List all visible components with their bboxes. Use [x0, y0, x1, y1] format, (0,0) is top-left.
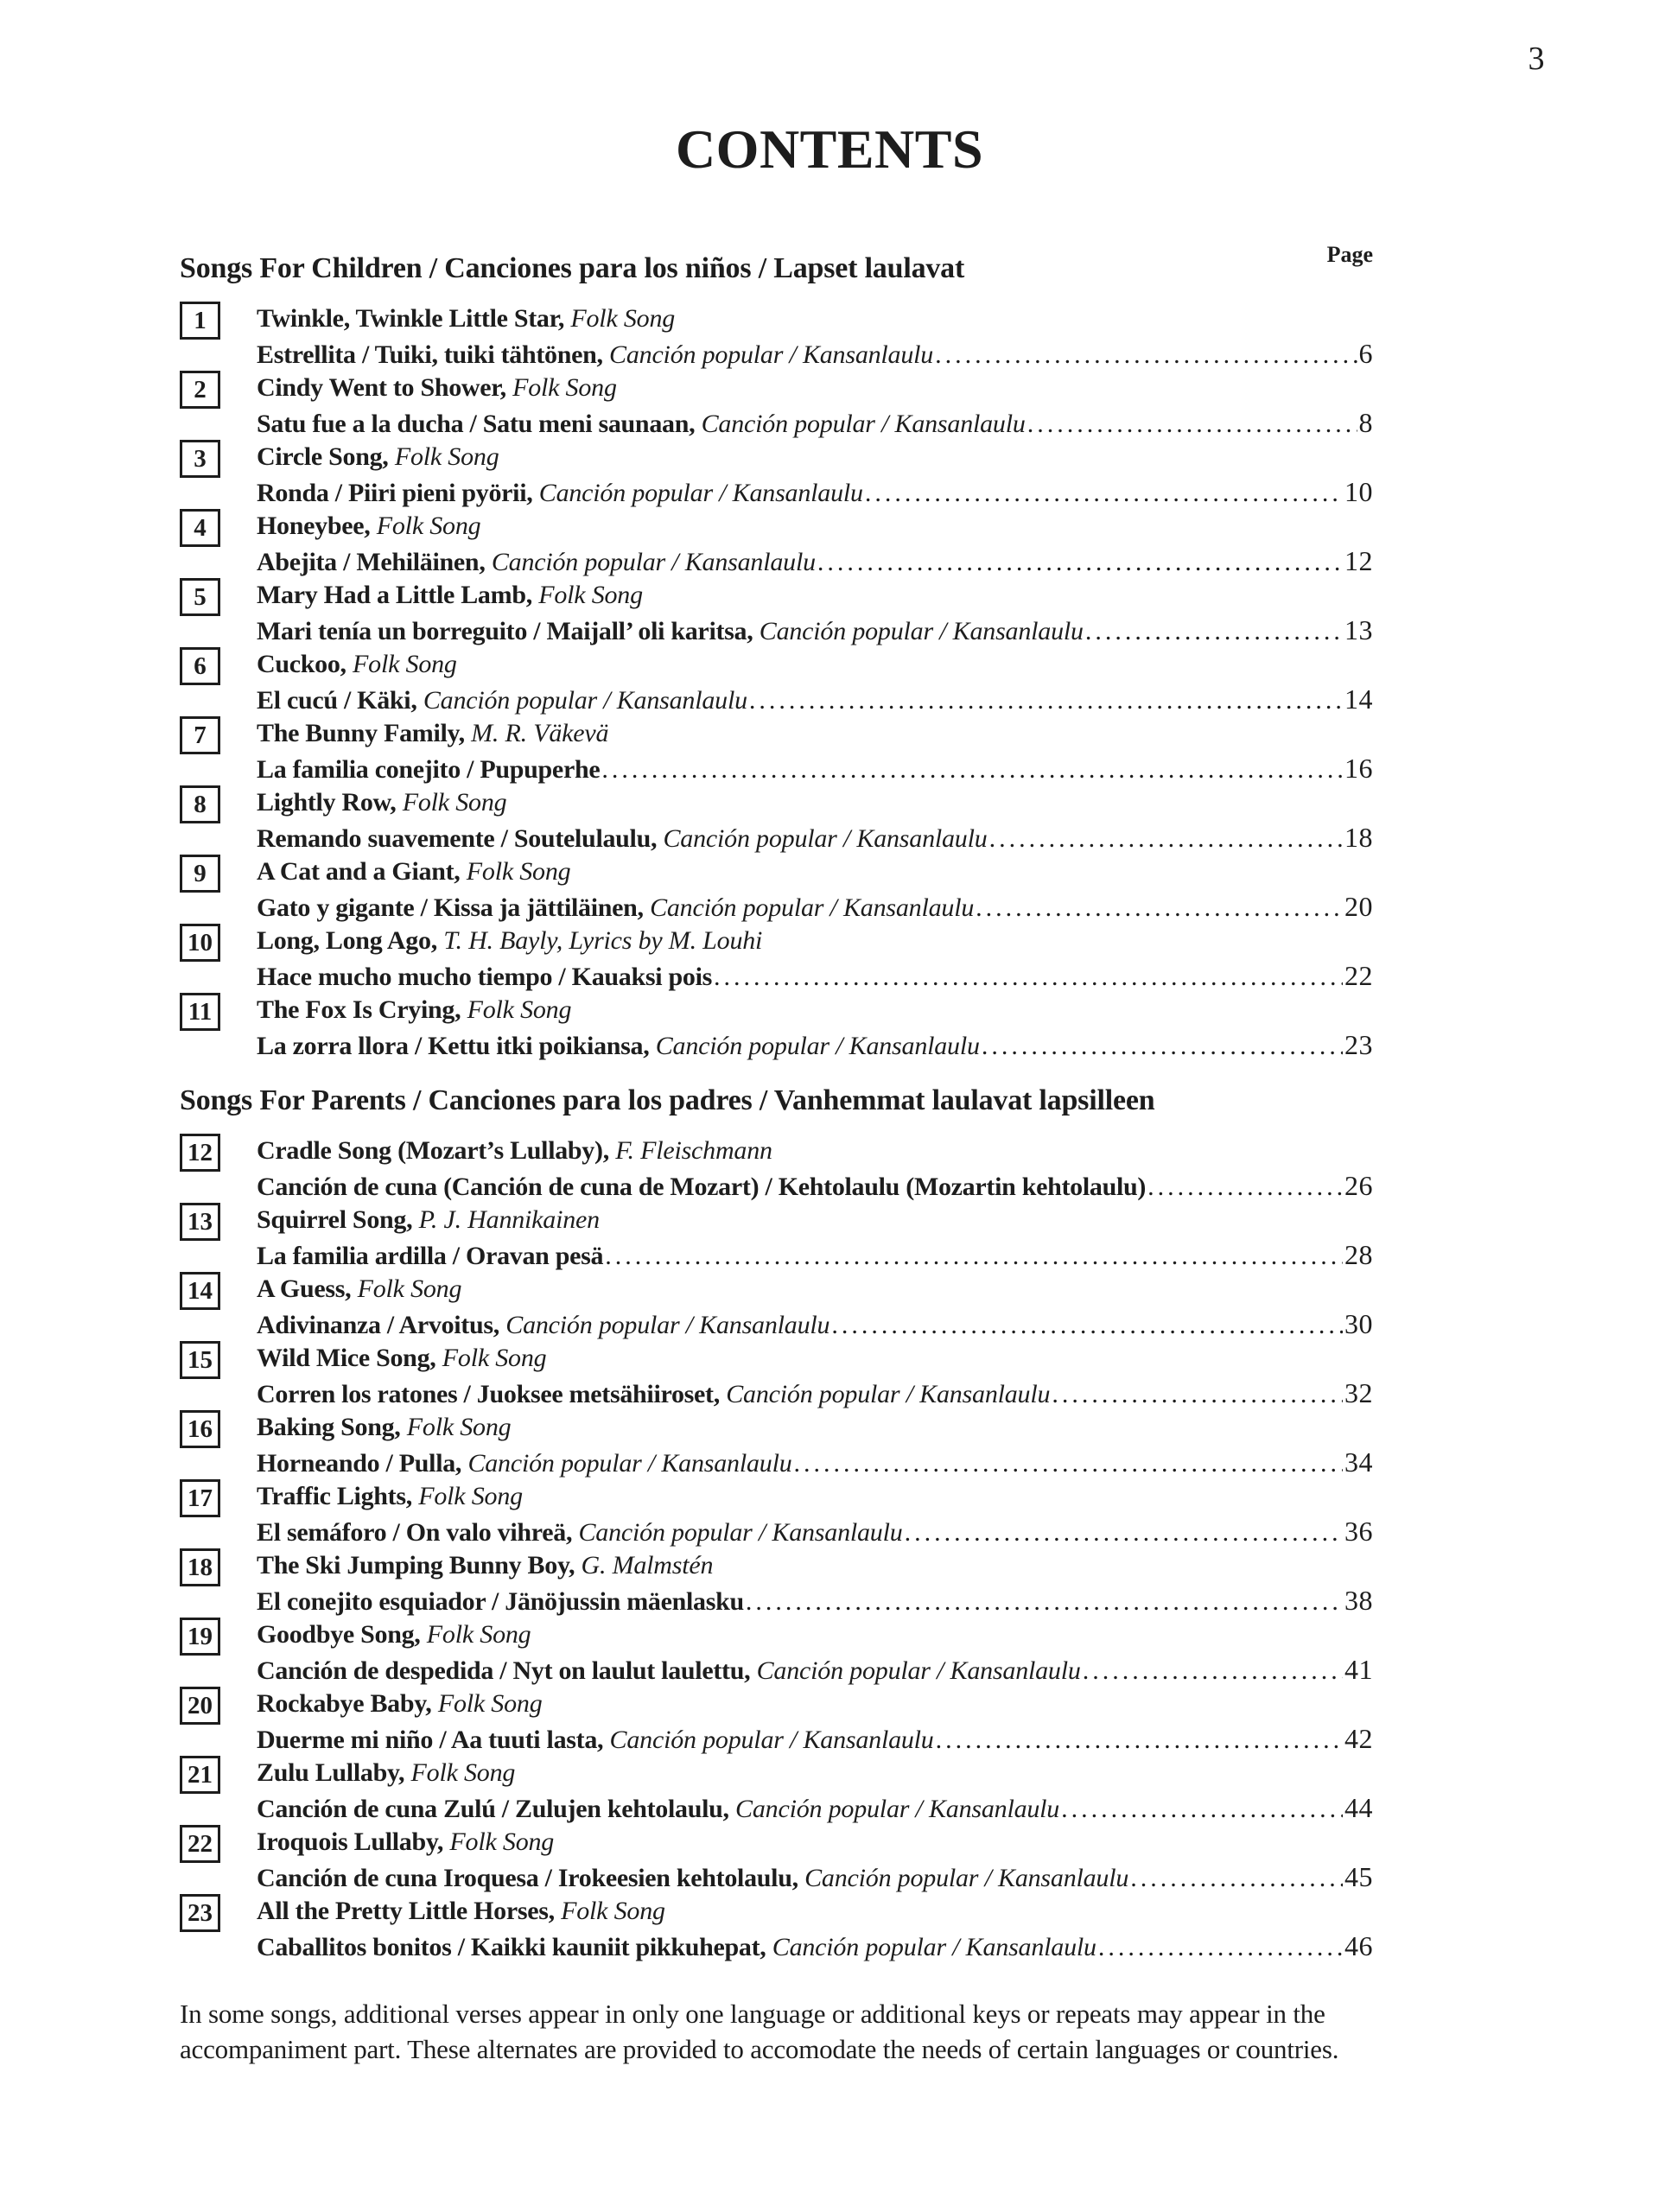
- page-ref: 13: [1344, 614, 1373, 645]
- song-title-line: [257, 785, 1373, 820]
- dot-leader: [865, 476, 1343, 511]
- page-ref: 44: [1344, 1792, 1373, 1823]
- subtitle-attribution: Canción popular / Kansanlaulu: [798, 1864, 1129, 1892]
- song-title-line: [257, 1687, 1373, 1721]
- page-ref: 36: [1344, 1516, 1373, 1547]
- dot-leader: [976, 891, 1343, 925]
- song-title: Cindy Went to Shower,: [257, 373, 506, 402]
- track-number-box: [180, 302, 220, 340]
- entry-text: [257, 1687, 1373, 1756]
- toc-entry: [180, 716, 1373, 785]
- song-title-line: [257, 1825, 1373, 1859]
- entry-text: [257, 924, 1373, 993]
- track-number: 13: [188, 1207, 213, 1236]
- track-number: 22: [188, 1829, 213, 1858]
- page-ref: 42: [1344, 1723, 1373, 1754]
- dot-leader: [1052, 1377, 1343, 1412]
- toc-entry: [180, 647, 1373, 716]
- song-composer: Folk Song: [351, 1274, 462, 1303]
- toc-entry: [180, 1203, 1373, 1272]
- song-composer: Folk Song: [554, 1897, 665, 1925]
- song-composer: Folk Song: [420, 1620, 531, 1649]
- subtitle-attribution: Canción popular / Kansanlaulu: [766, 1933, 1096, 1961]
- dot-leader: [1098, 1930, 1343, 1965]
- toc-entry: [180, 1687, 1373, 1756]
- song-subtitle: Caballitos bonitos / Kaikki kauniit pikkuhepat,: [257, 1933, 766, 1961]
- toc-entry: [180, 1341, 1373, 1410]
- song-subtitle-line: [257, 1306, 1373, 1341]
- song-subtitle: La familia ardilla / Oravan pesä: [257, 1242, 604, 1270]
- song-title: Wild Mice Song,: [257, 1344, 436, 1372]
- toc-entry: [180, 1825, 1373, 1894]
- entry-text: [257, 716, 1373, 785]
- entry-text: [257, 1479, 1373, 1548]
- toc-entry: [180, 993, 1373, 1062]
- track-number: 6: [194, 652, 207, 680]
- dot-leader: [1061, 1792, 1343, 1827]
- song-title-line: [257, 924, 1373, 958]
- song-subtitle: Adivinanza / Arvoitus,: [257, 1311, 499, 1339]
- toc-entry: [180, 371, 1373, 440]
- song-subtitle: Duerme mi niño / Aa tuuti lasta,: [257, 1726, 604, 1754]
- song-subtitle: Hace mucho mucho tiempo / Kauaksi pois: [257, 963, 712, 991]
- toc-entry: [180, 509, 1373, 578]
- song-subtitle-line: [257, 820, 1373, 855]
- song-subtitle-line: [257, 474, 1373, 509]
- track-number: 21: [188, 1760, 213, 1789]
- song-composer: Folk Song: [370, 512, 481, 540]
- page-ref: 10: [1344, 476, 1373, 507]
- dot-leader: [905, 1516, 1343, 1550]
- song-title: A Guess,: [257, 1274, 352, 1303]
- toc-entry: [180, 855, 1373, 924]
- dot-leader: [935, 338, 1357, 372]
- track-number-box: [180, 1134, 220, 1172]
- track-number-box: [180, 785, 220, 823]
- song-subtitle: El semáforo / On valo vihreä,: [257, 1518, 573, 1547]
- page-title: CONTENTS: [675, 118, 984, 180]
- toc-entry: [180, 440, 1373, 509]
- dot-leader: [817, 545, 1343, 580]
- song-composer: Folk Song: [460, 857, 571, 886]
- toc-entry: [180, 924, 1373, 993]
- song-composer: G. Malmstén: [575, 1551, 714, 1580]
- track-number: 2: [194, 375, 207, 404]
- toc-entry: [180, 1410, 1373, 1479]
- section-heading: Songs For Parents / Canciones para los padres / Vanhemmat laulavat lapsilleen: [180, 1084, 1155, 1116]
- footnote: [180, 1996, 1373, 2067]
- page-ref: 8: [1358, 407, 1373, 438]
- song-composer: Folk Song: [411, 1482, 523, 1510]
- song-subtitle-line: [257, 405, 1373, 440]
- toc-section: [180, 250, 1373, 1062]
- subtitle-attribution: Canción popular / Kansanlaulu: [649, 1032, 980, 1060]
- song-subtitle-line: [257, 543, 1373, 578]
- track-number: 18: [188, 1553, 213, 1581]
- song-subtitle: Gato y gigante / Kissa ja jättiläinen,: [257, 893, 644, 922]
- song-title-line: [257, 855, 1373, 889]
- toc-entry: [180, 578, 1373, 647]
- song-title-line: [257, 993, 1373, 1027]
- song-title: Long, Long Ago,: [257, 926, 437, 955]
- subtitle-attribution: Canción popular / Kansanlaulu: [499, 1311, 830, 1339]
- dot-leader: [601, 753, 1343, 787]
- subtitle-attribution: Canción popular / Kansanlaulu: [485, 548, 816, 576]
- song-title: A Cat and a Giant,: [257, 857, 461, 886]
- song-title: Twinkle, Twinkle Little Star,: [257, 304, 565, 333]
- track-number-box: [180, 924, 220, 962]
- song-subtitle-line: [257, 889, 1373, 924]
- toc-entry: [180, 1272, 1373, 1341]
- song-title: Circle Song,: [257, 442, 389, 471]
- song-title: Mary Had a Little Lamb,: [257, 581, 532, 609]
- entry-text: [257, 1203, 1373, 1272]
- dot-leader: [714, 960, 1343, 995]
- track-number-box: [180, 1548, 220, 1586]
- song-title-line: [257, 1134, 1373, 1168]
- page-ref: 38: [1344, 1585, 1373, 1616]
- entry-text: [257, 1341, 1373, 1410]
- song-subtitle-line: [257, 1445, 1373, 1479]
- dot-leader: [989, 822, 1343, 856]
- song-subtitle-line: [257, 1168, 1373, 1203]
- footnote-line: accompaniment part. These alternates are provided to accomodate the needs of certain languages or countries.: [180, 2034, 1339, 2064]
- entry-text: [257, 509, 1373, 578]
- song-title: The Ski Jumping Bunny Boy,: [257, 1551, 575, 1580]
- entry-text: [257, 1756, 1373, 1825]
- toc-entry: [180, 785, 1373, 855]
- song-subtitle-line: [257, 682, 1373, 716]
- page-ref: 18: [1344, 822, 1373, 853]
- song-title-line: [257, 716, 1373, 751]
- track-number: 14: [188, 1276, 213, 1305]
- song-composer: Folk Song: [443, 1827, 555, 1856]
- song-subtitle: Mari tenía un borreguito / Maijall’ oli karitsa,: [257, 617, 753, 645]
- song-title-line: [257, 1410, 1373, 1445]
- track-number-box: [180, 509, 220, 547]
- song-title: Squirrel Song,: [257, 1205, 413, 1234]
- track-number-box: [180, 1687, 220, 1725]
- song-title-line: [257, 1479, 1373, 1514]
- entry-text: [257, 855, 1373, 924]
- song-title-line: [257, 371, 1373, 405]
- track-number-box: [180, 1341, 220, 1379]
- song-subtitle: Canción de cuna (Canción de cuna de Mozart) / Kehtolaulu (Mozartin kehtolaulu): [257, 1173, 1147, 1201]
- song-subtitle-line: [257, 1583, 1373, 1618]
- page-ref: 22: [1344, 960, 1373, 991]
- subtitle-attribution: Canción popular / Kansanlaulu: [603, 1726, 934, 1754]
- song-composer: Folk Song: [564, 304, 676, 333]
- page-ref: 14: [1344, 683, 1373, 715]
- dot-leader: [1147, 1170, 1343, 1205]
- track-number: 15: [188, 1345, 213, 1374]
- subtitle-attribution: Canción popular / Kansanlaulu: [572, 1518, 903, 1547]
- toc-entry: [180, 302, 1373, 371]
- page-ref: 12: [1344, 545, 1373, 576]
- entry-text: [257, 1410, 1373, 1479]
- song-title: Traffic Lights,: [257, 1482, 412, 1510]
- subtitle-attribution: Canción popular / Kansanlaulu: [750, 1656, 1081, 1685]
- song-subtitle-line: [257, 1376, 1373, 1410]
- track-number: 11: [188, 997, 213, 1026]
- dot-leader: [749, 683, 1343, 718]
- song-composer: Folk Song: [505, 373, 617, 402]
- song-composer: Folk Song: [404, 1758, 516, 1787]
- track-number: 3: [194, 444, 207, 473]
- song-title: Goodbye Song,: [257, 1620, 421, 1649]
- entry-text: [257, 993, 1373, 1062]
- track-number-box: [180, 578, 220, 616]
- track-number: 9: [194, 859, 207, 887]
- song-composer: Folk Song: [400, 1413, 512, 1441]
- song-subtitle-line: [257, 613, 1373, 647]
- song-subtitle-line: [257, 751, 1373, 785]
- song-subtitle-line: [257, 1652, 1373, 1687]
- track-number-box: [180, 1618, 220, 1656]
- song-title: Cuckoo,: [257, 650, 346, 678]
- song-title-line: [257, 1272, 1373, 1306]
- song-subtitle: Estrellita / Tuiki, tuiki tähtönen,: [257, 340, 603, 369]
- entry-text: [257, 1894, 1373, 1963]
- song-title: Iroquois Lullaby,: [257, 1827, 444, 1856]
- entry-text: [257, 302, 1373, 371]
- song-title: All the Pretty Little Horses,: [257, 1897, 555, 1925]
- toc-entry: [180, 1479, 1373, 1548]
- song-title-line: [257, 440, 1373, 474]
- song-subtitle: La familia conejito / Pupuperhe: [257, 755, 601, 784]
- track-number: 5: [194, 582, 207, 611]
- toc-entry: [180, 1618, 1373, 1687]
- track-number-box: [180, 716, 220, 754]
- song-title: Lightly Row,: [257, 788, 397, 817]
- page-ref: 45: [1344, 1861, 1373, 1892]
- song-subtitle: La zorra llora / Kettu itki poikiansa,: [257, 1032, 650, 1060]
- song-subtitle-line: [257, 1859, 1373, 1894]
- dot-leader: [1085, 614, 1343, 649]
- song-subtitle: Horneando / Pulla,: [257, 1449, 462, 1478]
- entry-text: [257, 371, 1373, 440]
- song-composer: Folk Song: [396, 788, 507, 817]
- song-title: Baking Song,: [257, 1413, 401, 1441]
- dot-leader: [794, 1446, 1343, 1481]
- song-subtitle-line: [257, 1790, 1373, 1825]
- track-number: 4: [194, 513, 207, 542]
- song-title-line: [257, 1203, 1373, 1237]
- song-subtitle-line: [257, 1027, 1373, 1062]
- song-composer: Folk Song: [461, 995, 572, 1024]
- page-column-label: Page: [1326, 242, 1373, 267]
- song-subtitle: Remando suavemente / Soutelulaulu,: [257, 824, 658, 853]
- track-number-box: [180, 647, 220, 685]
- song-composer: M. R. Väkevä: [464, 719, 609, 747]
- song-subtitle-line: [257, 1237, 1373, 1272]
- entry-text: [257, 785, 1373, 855]
- track-number-box: [180, 440, 220, 478]
- song-title-line: [257, 1894, 1373, 1929]
- page-number: 3: [1528, 41, 1545, 77]
- page-ref: 6: [1358, 338, 1373, 369]
- dot-leader: [1027, 407, 1357, 442]
- section-entries: [180, 302, 1373, 1062]
- song-subtitle: Abejita / Mehiläinen,: [257, 548, 486, 576]
- track-number-box: [180, 371, 220, 409]
- track-number: 20: [188, 1691, 213, 1719]
- page-ref: 32: [1344, 1377, 1373, 1408]
- dot-leader: [1083, 1654, 1343, 1688]
- contents-column: [180, 0, 1373, 2067]
- footnote-line: In some songs, additional verses appear in only one language or additional keys or repeats may appear in the: [180, 1999, 1325, 2029]
- song-subtitle: Canción de cuna Iroquesa / Irokeesien kehtolaulu,: [257, 1864, 798, 1892]
- subtitle-attribution: Canción popular / Kansanlaulu: [461, 1449, 792, 1478]
- subtitle-attribution: Canción popular / Kansanlaulu: [532, 479, 863, 507]
- track-number: 12: [188, 1138, 213, 1166]
- track-number-box: [180, 1756, 220, 1794]
- song-composer: Folk Song: [346, 650, 457, 678]
- track-number: 8: [194, 790, 207, 818]
- song-title: Cradle Song (Mozart’s Lullaby),: [257, 1136, 609, 1165]
- toc-entry: [180, 1756, 1373, 1825]
- song-composer: F. Fleischmann: [608, 1136, 772, 1165]
- track-number: 7: [194, 721, 207, 749]
- track-number-box: [180, 1272, 220, 1310]
- song-subtitle: Corren los ratones / Juoksee metsähiiroset,: [257, 1380, 720, 1408]
- track-number: 10: [188, 928, 213, 957]
- page-ref: 23: [1344, 1029, 1373, 1060]
- toc-entry: [180, 1548, 1373, 1618]
- subtitle-attribution: Canción popular / Kansanlaulu: [643, 893, 975, 922]
- entry-text: [257, 1272, 1373, 1341]
- toc-section: [180, 1082, 1373, 1963]
- song-subtitle: Ronda / Piiri pieni pyörii,: [257, 479, 533, 507]
- song-title-line: [257, 1548, 1373, 1583]
- subtitle-attribution: Canción popular / Kansanlaulu: [602, 340, 934, 369]
- track-number-box: [180, 1894, 220, 1932]
- track-number-box: [180, 1479, 220, 1517]
- song-composer: Folk Song: [388, 442, 499, 471]
- subtitle-attribution: Canción popular / Kansanlaulu: [657, 824, 988, 853]
- page-ref: 46: [1344, 1930, 1373, 1961]
- song-title: Rockabye Baby,: [257, 1689, 432, 1718]
- song-subtitle: Canción de cuna Zulú / Zulujen kehtolaulu,: [257, 1795, 729, 1823]
- toc-sections: [180, 250, 1373, 1963]
- song-title-line: [257, 509, 1373, 543]
- dot-leader: [936, 1723, 1343, 1758]
- page-ref: 41: [1344, 1654, 1373, 1685]
- track-number: 19: [188, 1622, 213, 1650]
- song-title: The Bunny Family,: [257, 719, 465, 747]
- dot-leader: [982, 1029, 1343, 1064]
- track-number-box: [180, 993, 220, 1031]
- song-subtitle: El cucú / Käki,: [257, 686, 417, 715]
- track-number: 1: [194, 306, 207, 334]
- song-subtitle-line: [257, 1514, 1373, 1548]
- toc-entry: [180, 1894, 1373, 1963]
- entry-text: [257, 578, 1373, 647]
- song-composer: Folk Song: [435, 1344, 547, 1372]
- song-title: Zulu Lullaby,: [257, 1758, 405, 1787]
- entry-text: [257, 1825, 1373, 1894]
- toc-entry: [180, 1134, 1373, 1203]
- page-ref: 34: [1344, 1446, 1373, 1478]
- song-title-line: [257, 647, 1373, 682]
- section-entries: [180, 1134, 1373, 1963]
- song-composer: Folk Song: [431, 1689, 543, 1718]
- page-ref: 16: [1344, 753, 1373, 784]
- song-title: The Fox Is Crying,: [257, 995, 461, 1024]
- entry-text: [257, 440, 1373, 509]
- dot-leader: [746, 1585, 1343, 1619]
- song-title-line: [257, 578, 1373, 613]
- track-number-box: [180, 1203, 220, 1241]
- dot-leader: [605, 1239, 1343, 1274]
- song-subtitle-line: [257, 336, 1373, 371]
- subtitle-attribution: Canción popular / Kansanlaulu: [695, 410, 1026, 438]
- subtitle-attribution: Canción popular / Kansanlaulu: [753, 617, 1084, 645]
- song-title-line: [257, 1756, 1373, 1790]
- dot-leader: [831, 1308, 1343, 1343]
- song-composer: P. J. Hannikainen: [412, 1205, 600, 1234]
- song-composer: T. H. Bayly, Lyrics by M. Louhi: [436, 926, 763, 955]
- page-ref: 26: [1344, 1170, 1373, 1201]
- song-subtitle-line: [257, 1721, 1373, 1756]
- track-number-box: [180, 1825, 220, 1863]
- song-subtitle-line: [257, 1929, 1373, 1963]
- page-ref: 30: [1344, 1308, 1373, 1339]
- section-heading: Songs For Children / Canciones para los niños / Lapset laulavat: [180, 252, 965, 284]
- song-title-line: [257, 1618, 1373, 1652]
- track-number-box: [180, 1410, 220, 1448]
- entry-text: [257, 1548, 1373, 1618]
- page-ref: 28: [1344, 1239, 1373, 1270]
- song-title-line: [257, 1341, 1373, 1376]
- track-number-box: [180, 855, 220, 893]
- song-subtitle-line: [257, 958, 1373, 993]
- entry-text: [257, 1618, 1373, 1687]
- dot-leader: [1130, 1861, 1343, 1896]
- subtitle-attribution: Canción popular / Kansanlaulu: [719, 1380, 1051, 1408]
- track-number: 23: [188, 1898, 213, 1927]
- song-title-line: [257, 302, 1373, 336]
- track-number: 16: [188, 1414, 213, 1443]
- song-title: Honeybee,: [257, 512, 371, 540]
- page-ref: 20: [1344, 891, 1373, 922]
- song-subtitle: El conejito esquiador / Jänöjussin mäenlasku: [257, 1587, 744, 1616]
- entry-text: [257, 647, 1373, 716]
- subtitle-attribution: Canción popular / Kansanlaulu: [416, 686, 747, 715]
- song-subtitle: Satu fue a la ducha / Satu meni saunaan,: [257, 410, 696, 438]
- song-subtitle: Canción de despedida / Nyt on laulut laulettu,: [257, 1656, 751, 1685]
- entry-text: [257, 1134, 1373, 1203]
- track-number: 17: [188, 1484, 213, 1512]
- song-composer: Folk Song: [531, 581, 643, 609]
- subtitle-attribution: Canción popular / Kansanlaulu: [728, 1795, 1060, 1823]
